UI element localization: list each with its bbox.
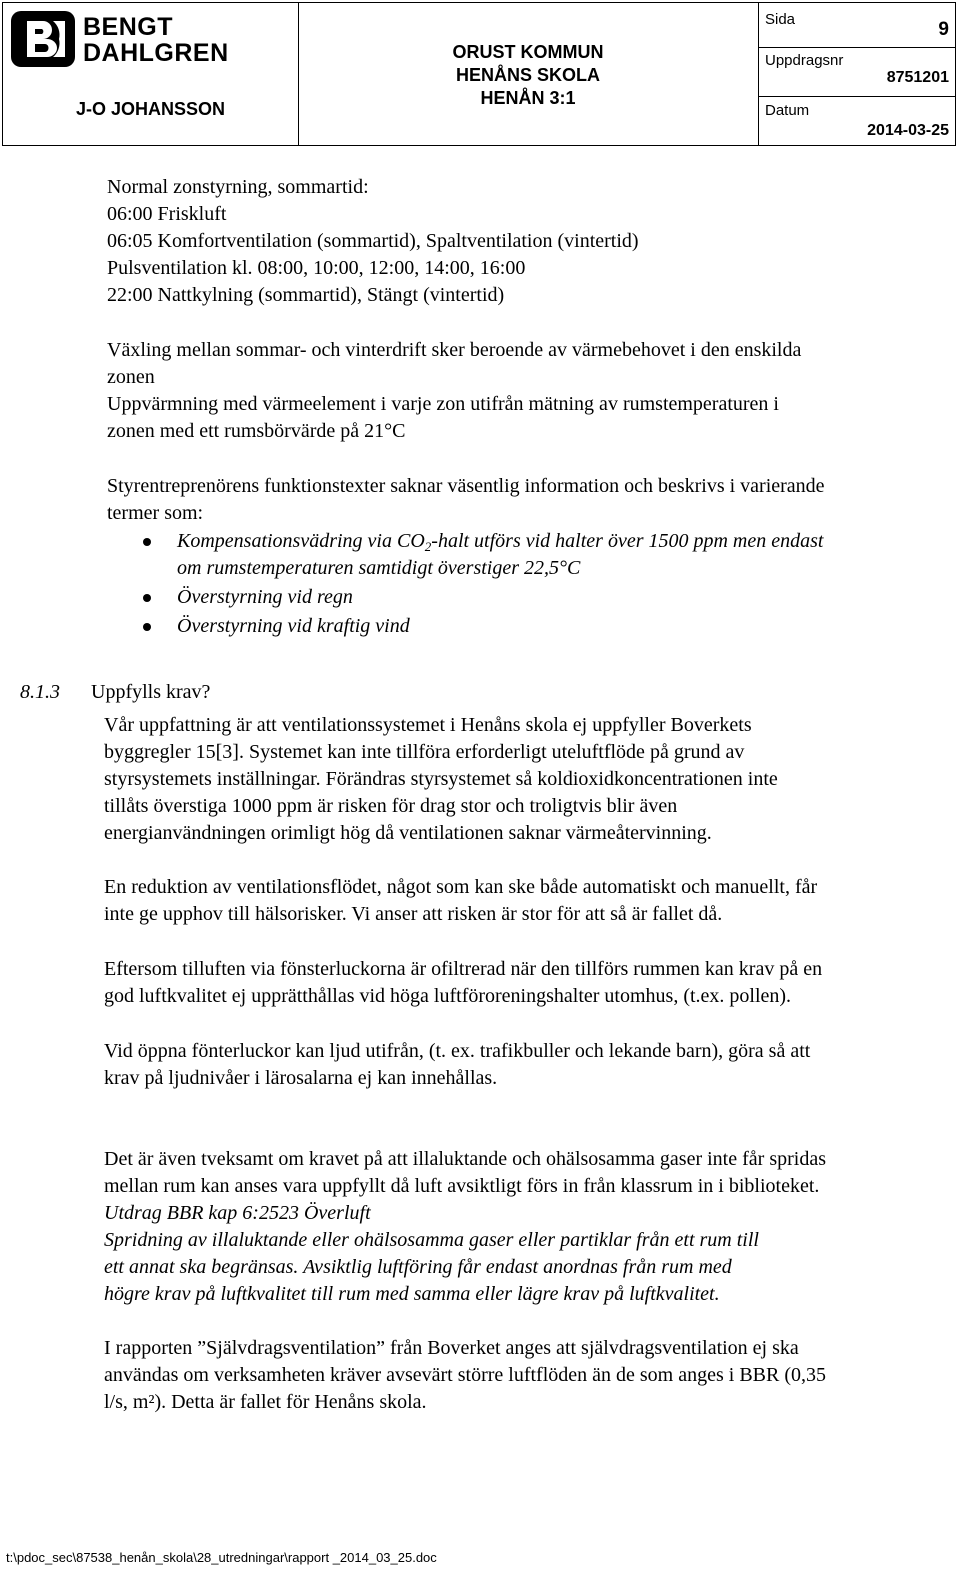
text-line: god luftkvalitet ej upprätthållas vid höga luftföroreningshalter utomhus, (t.ex. pollen). (104, 985, 792, 1007)
page-label: Sida (765, 11, 796, 28)
text-line: Eftersom tilluften via fönsterluckorna är ofiltrerad när den tillförs rummen kan krav på en (104, 958, 823, 980)
meta-divider-1 (759, 47, 955, 48)
text-line: Växling mellan sommar- och vinterdrift sker beroende av värmebehovet i den enskilda (107, 339, 802, 361)
text-line: styrsystemets inställningar. Förändras styrsystemet så koldioxidkoncentrationen inte (104, 768, 778, 790)
bullet-item-1-text-b: -halt utförs vid halter över 1500 ppm men endast (431, 530, 824, 552)
project-line-2: HENÅNS SKOLA (455, 65, 600, 85)
text-line: termer som: (107, 502, 204, 524)
bullet-item-3: Överstyrning vid kraftig vind (177, 615, 410, 637)
bullet-icon (143, 594, 151, 602)
text-line: En reduktion av ventilationsflödet, något som kan ske både automatiskt och manuellt, får (104, 876, 818, 898)
text-line: Vid öppna fönterluckor kan ljud utifrån, (t. ex. trafikbuller och lekande barn), göra så att (104, 1040, 811, 1062)
quote-line: högre krav på luftkvalitet till rum med samma eller lägre krav på luftkvalitet. (104, 1283, 720, 1305)
bullet-item-1-text-a: Kompensationsvädring via CO (177, 530, 425, 552)
assignment-number: 8751201 (886, 69, 949, 86)
text-line: mellan rum kan anses vara uppfyllt då luft avsiktligt förs in från klassrum in i biblioteket. (104, 1175, 820, 1197)
logo-text-line1: BENGT (83, 13, 173, 41)
section-number: 8.1.3 (20, 681, 60, 703)
meta-divider-2 (759, 96, 955, 97)
co2-subscript: 2 (424, 539, 432, 554)
bullet-item-1-line-1 (177, 528, 823, 555)
bullet-icon (143, 538, 151, 546)
date-value: 2014-03-25 (867, 122, 949, 139)
text-line: Uppvärmning med värmeelement i varje zon utifrån mätning av rumstemperaturen i (107, 393, 779, 415)
document-header (2, 2, 956, 146)
text-line: inte ge upphov till hälsorisker. Vi anser att risken är stor för att så är fallet då. (104, 903, 723, 925)
bullet-icon (143, 623, 151, 631)
text-line: zonen (107, 366, 155, 388)
quote-line: ett annat ska begränsas. Avsiktlig luftföring får endast anordnas från rum med (104, 1256, 732, 1278)
date-label: Datum (765, 102, 810, 119)
text-line: energianvändningen orimligt hög då ventilationen saknar värmeåtervinning. (104, 822, 712, 844)
text-line: l/s, m²). Detta är fallet för Henåns skola. (104, 1391, 427, 1413)
author-name: J-O JOHANSSON (75, 99, 226, 119)
text-line: Pulsventilation kl. 08:00, 10:00, 12:00, 14:00, 16:00 (107, 257, 526, 279)
text-line: 22:00 Nattkylning (sommartid), Stängt (vintertid) (107, 284, 505, 306)
text-line: byggregler 15[3]. Systemet kan inte tillföra erforderligt uteluftflöde på grund av (104, 741, 745, 763)
text-line: Normal zonstyrning, sommartid: (107, 176, 369, 198)
assignment-label: Uppdragsnr (765, 52, 844, 69)
header-meta-cell (759, 3, 955, 145)
bullet-item-2: Överstyrning vid regn (177, 586, 353, 608)
text-line: zonen med ett rumsbörvärde på 21°C (107, 420, 406, 442)
section-title: Uppfylls krav? (91, 681, 211, 703)
file-path-footer: t:\pdoc_sec\87538_henån_skola\28_utredningar\rapport _2014_03_25.doc (6, 1550, 437, 1565)
bullet-item-1-line-2: om rumstemperaturen samtidigt överstiger 22,5°C (177, 557, 581, 579)
quote-line: Spridning av illaluktande eller ohälsosamma gaser eller partiklar från ett rum till (104, 1229, 759, 1251)
text-line: användas om verksamheten kräver avsevärt större luftflöden än de som anges i BBR (0,35 (104, 1364, 827, 1386)
company-logo-icon (11, 11, 75, 67)
logo-text-line2: DAHLGREN (83, 39, 229, 67)
text-line: Styrentreprenörens funktionstexter saknar väsentlig information och beskrivs i varierande (107, 475, 825, 497)
text-line: Vår uppfattning är att ventilationssystemet i Henåns skola ej uppfyller Boverkets (104, 714, 752, 736)
text-line: 06:05 Komfortventilation (sommartid), Spaltventilation (vintertid) (107, 230, 639, 252)
project-line-1: ORUST KOMMUN (452, 42, 604, 62)
quote-heading: Utdrag BBR kap 6:2523 Överluft (104, 1202, 371, 1224)
page-number: 9 (938, 19, 949, 40)
text-line: 06:00 Friskluft (107, 203, 227, 225)
text-line: tillåts överstiga 1000 ppm är risken för drag stor och troligtvis blir även (104, 795, 678, 817)
text-line: I rapporten ”Självdragsventilation” från Boverket anges att självdragsventilation ej ska (104, 1337, 799, 1359)
text-line: Det är även tveksamt om kravet på att illaluktande och ohälsosamma gaser inte får spridas (104, 1148, 826, 1170)
text-line: krav på ljudnivåer i lärosalarna ej kan innehållas. (104, 1067, 498, 1089)
header-logo-cell (3, 3, 299, 145)
header-project-cell (298, 3, 759, 145)
project-line-3: HENÅN 3:1 (480, 88, 576, 108)
